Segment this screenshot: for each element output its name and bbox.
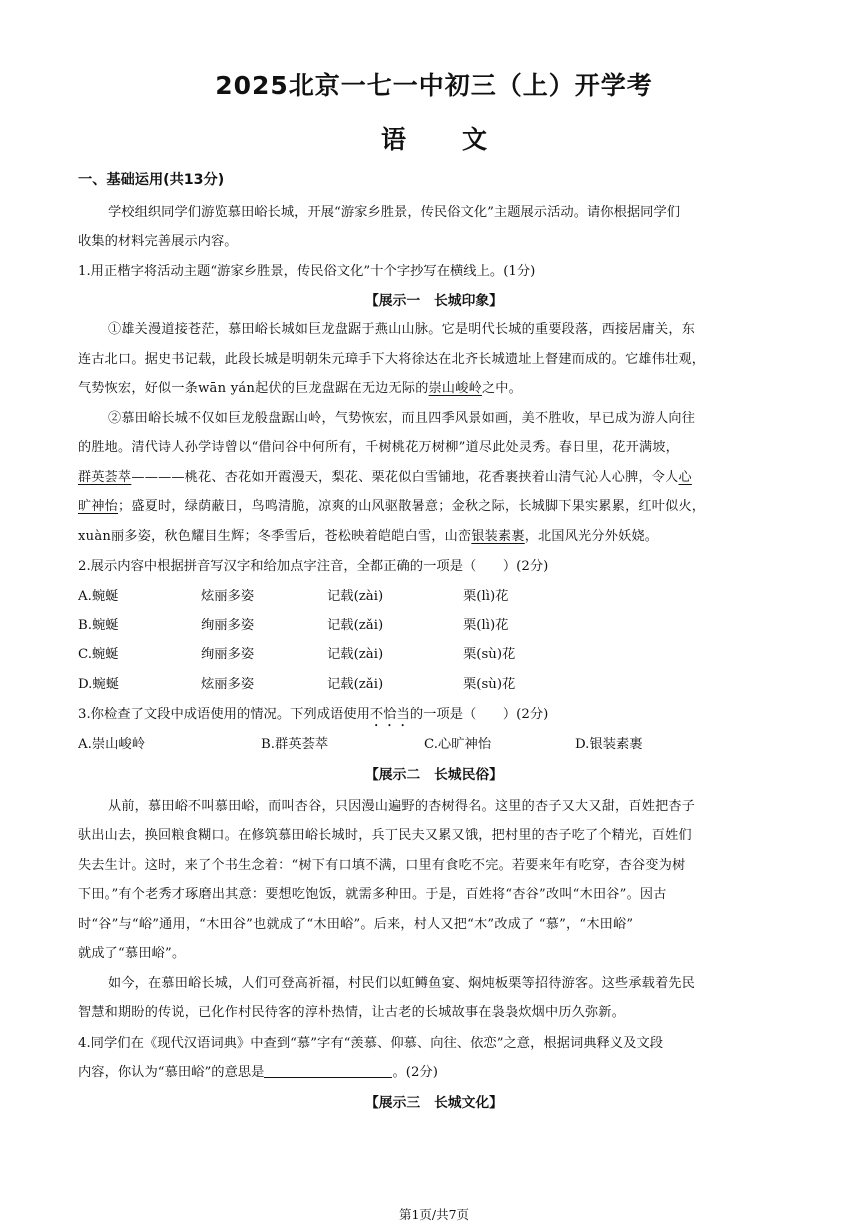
text-segment: ；盛夏时，绿荫蔽日，鸟鸣清脆，凉爽的山风驱散暑意；金秋之际，长城脚下果实累累，红叶似火，	[118, 499, 706, 514]
text-segment: 内容，你认为“慕田峪”的意思是	[78, 1065, 265, 1080]
option-word: 绚丽多姿	[201, 618, 255, 633]
text-segment: 气势恢宏，好似一条wān yán起伏的巨龙盘踞在无边无际的	[78, 381, 429, 396]
option-label: A.蜿蜒	[78, 589, 119, 604]
display-3-title: 【展示三 长城文化】	[365, 1095, 503, 1111]
option-word: 绚丽多姿	[201, 647, 255, 662]
q3-option-c: C.心旷神怡	[424, 737, 492, 752]
subject-title: 语文	[380, 125, 543, 154]
intro-line-2: 收集的材料完善展示内容。	[78, 234, 238, 249]
underlined-idiom: 心	[678, 470, 692, 485]
exam-title: 2025北京一七一中初三（上）开学考	[215, 71, 653, 100]
dotted-emphasis: 不恰当	[369, 707, 410, 722]
display2-p1-line5: 时“谷”与“峪”通用，“木田谷”也就成了“木田峪”。后来，村人又把“木”改成了 “慕”，“木田峪”	[78, 917, 634, 932]
display-2-title: 【展示二 长城民俗】	[365, 767, 503, 783]
section-heading: 一、基础运用(共13分)	[78, 172, 225, 188]
text-segment: ，北国风光分外妖娆。	[524, 529, 659, 544]
text-segment: ————桃花、杏花如开霞漫天，梨花、栗花似白雪铺地，花香裹挟着山清气沁人心脾，令人	[131, 470, 679, 485]
text-segment: 之中。	[481, 381, 522, 396]
option-pinyin: 栗(lì)花	[463, 618, 509, 633]
question-1: 1.用正楷字将活动主题“游家乡胜景，传民俗文化”十个字抄写在横线上。(1分)	[78, 264, 536, 279]
question-3	[78, 705, 548, 730]
display1-p2-line3	[78, 468, 692, 488]
question-2: 2.展示内容中根据拼音写汉字和给加点字注音，全都正确的一项是（ ）(2分)	[78, 559, 549, 574]
option-word: 炫丽多姿	[201, 589, 255, 604]
underlined-idiom: 崇山峻岭	[428, 381, 482, 396]
display2-p1-line1: 从前，慕田峪不叫慕田峪，而叫杏谷，只因漫山遍野的杏树得名。这里的杏子又大又甜，百姓把杏子	[108, 799, 696, 814]
text-segment: xuàn丽多姿，秋色耀目生辉；冬季雪后，苍松映着皑皑白雪，山峦	[78, 529, 472, 544]
option-label: B.蜿蜒	[78, 618, 119, 633]
display2-p1-line4: 下田。”有个老秀才琢磨出其意：要想吃饱饭，就需多种田。于是，百姓将“杏谷”改叫“木田谷”。因古	[78, 887, 667, 902]
option-pinyin: 栗(lì)花	[463, 589, 509, 604]
display1-p2-line4	[78, 497, 705, 517]
option-pinyin: 记载(zài)	[327, 647, 384, 662]
text-segment: 的一项是（ ）(2分)	[409, 707, 549, 722]
display2-p1-line3: 失去生计。这时，来了个书生念着：“树下有口填不满，口里有食吃不完。若要来年有吃穿，杏谷变为树	[78, 858, 686, 873]
display2-p1-line2: 驮出山去，换回粮食糊口。在修筑慕田峪长城时，兵丁民夫又累又饿，把村里的杏子吃了个精光，百姓们	[78, 828, 692, 843]
q3-option-d: D.银装素裹	[575, 737, 643, 752]
text-segment: 。(2分)	[392, 1065, 438, 1080]
question-4-line2	[78, 1063, 438, 1083]
page-number: 第1页/共7页	[398, 1207, 470, 1222]
underlined-idiom: 群英荟萃	[78, 470, 132, 485]
display2-p1-line6: 就成了“慕田峪”。	[78, 946, 186, 961]
underlined-idiom: 银装素裹	[471, 529, 525, 544]
option-pinyin: 记载(zǎi)	[327, 677, 384, 692]
option-pinyin: 栗(sù)花	[463, 647, 516, 662]
text-segment: 3.你检查了文段中成语使用的情况。下列成语使用	[78, 707, 370, 722]
q3-option-b: B.群英荟萃	[261, 737, 329, 752]
display1-p1-line3	[78, 379, 522, 399]
display2-p2-line2: 智慧和期盼的传说，已化作村民待客的淳朴热情，让古老的长城故事在袅袅炊烟中历久弥新。	[78, 1005, 626, 1020]
option-word: 炫丽多姿	[201, 677, 255, 692]
option-label: C.蜿蜒	[78, 647, 119, 662]
display1-p2-line5	[78, 527, 658, 547]
display1-p2-line2: 的胜地。清代诗人孙学诗曾以“借问谷中何所有，千树桃花万树柳”道尽此处灵秀。春日里，花开满坡，	[78, 440, 680, 455]
option-pinyin: 记载(zǎi)	[327, 618, 384, 633]
q3-option-a: A.崇山峻岭	[78, 737, 146, 752]
option-pinyin: 栗(sù)花	[463, 677, 516, 692]
display-1-title: 【展示一 长城印象】	[365, 293, 503, 309]
option-pinyin: 记载(zài)	[327, 589, 384, 604]
display1-p2-line1: ②慕田峪长城不仅如巨龙般盘踞山岭，气势恢宏，而且四季风景如画，美不胜收，早已成为游人向往	[108, 411, 696, 426]
display1-p1-line1: ①雄关漫道接苍茫，慕田峪长城如巨龙盘踞于燕山山脉。它是明代长城的重要段落，西接居庸关，东	[108, 322, 696, 337]
display2-p2-line1: 如今，在慕田峪长城，人们可登高祈福，村民们以虹鳟鱼宴、焖炖板栗等招待游客。这些承载着先民	[108, 976, 696, 991]
answer-blank[interactable]	[264, 1063, 392, 1078]
display1-p1-line2: 连古北口。据史书记载，此段长城是明朝朱元璋手下大将徐达在北齐长城遗址上督建而成的。它雄伟壮观，	[78, 352, 706, 367]
question-4-line1: 4.同学们在《现代汉语词典》中查到“慕”字有“羡慕、仰慕、向往、依恋”之意，根据词典释义及文段	[78, 1036, 664, 1051]
underlined-idiom: 旷神怡	[78, 499, 119, 514]
option-label: D.蜿蜒	[78, 677, 120, 692]
intro-line-1: 学校组织同学们游览慕田峪长城，开展“游家乡胜景，传民俗文化”主题展示活动。请你根据同学们	[108, 205, 681, 220]
